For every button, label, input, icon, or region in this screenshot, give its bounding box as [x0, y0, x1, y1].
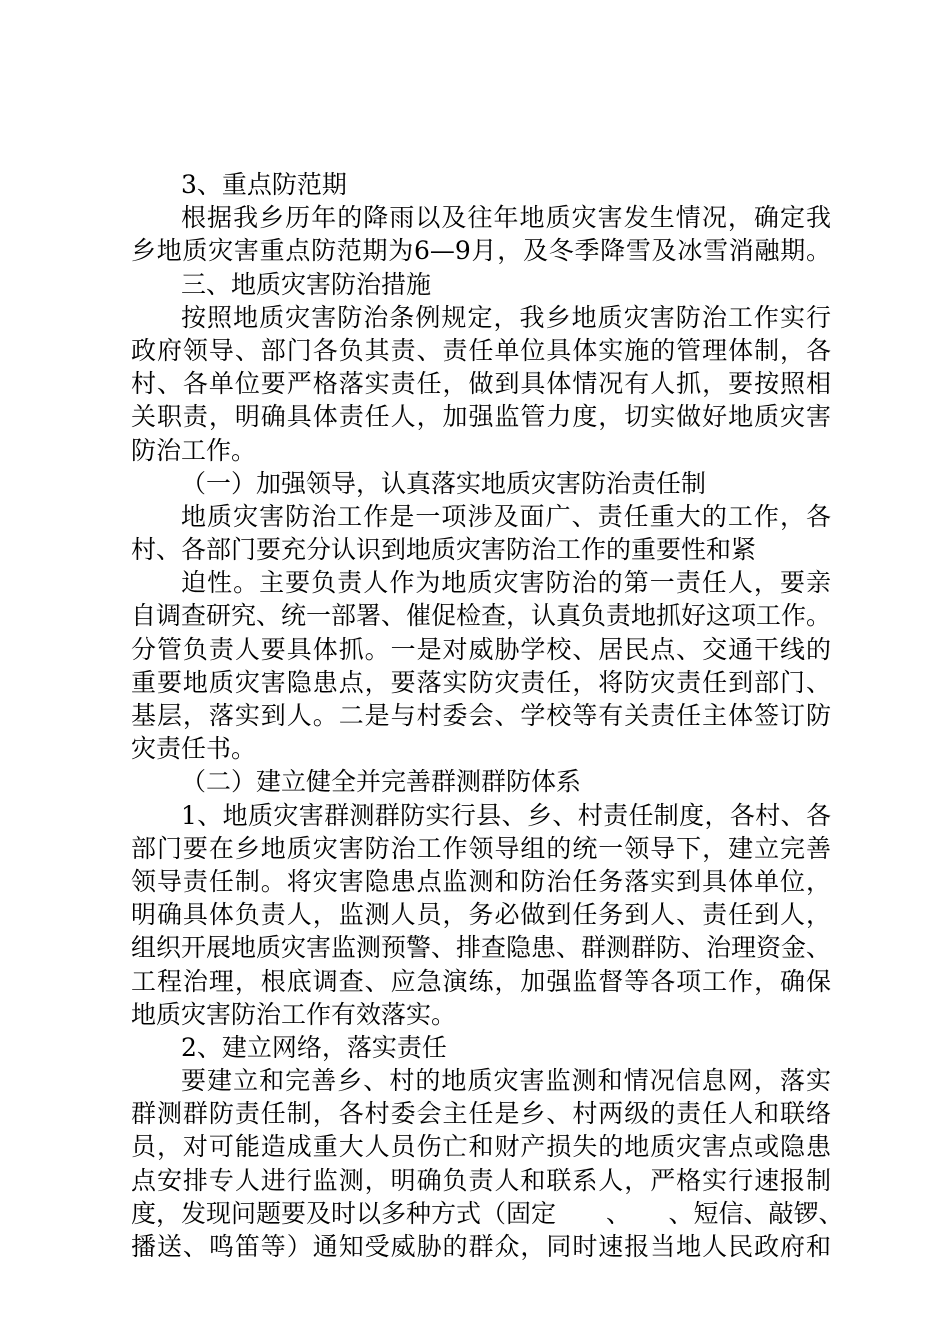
- paragraph-line: 领导责任制。将灾害隐患点监测和防治任务落实到具体单位，: [131, 866, 831, 896]
- paragraph-line: 播送、鸣笛等）通知受威胁的群众，同时速报当地人民政府和: [131, 1232, 831, 1261]
- paragraph-line: 防治工作。: [131, 435, 257, 465]
- heading-build-network: 2、建立网络，落实责任: [181, 1032, 447, 1062]
- paragraph-line: 基层，落实到人。二是与村委会、学校等有关责任主体签订防: [131, 701, 831, 730]
- heading-key-prevention-period: 3、重点防范期: [181, 170, 347, 199]
- paragraph-line: 工程治理，根底调查、应急演练，加强监督等各项工作，确保: [131, 966, 831, 996]
- paragraph-line: 要建立和完善乡、村的地质灾害监测和情况信息网，落实: [181, 1066, 831, 1096]
- paragraph-line: 地质灾害防治工作有效落实。: [131, 999, 457, 1029]
- paragraph-line: 迫性。主要负责人作为地质灾害防治的第一责任人，要亲: [181, 568, 831, 598]
- paragraph-line: 村、各单位要严格落实责任，做到具体情况有人抓，要按照相: [131, 369, 831, 399]
- document-body: [131, 168, 844, 1263]
- paragraph-line: 点安排专人进行监测，明确负责人和联系人，严格实行速报制: [131, 1165, 831, 1195]
- heading-mass-monitoring-system: （二）建立健全并完善群测群防体系: [181, 767, 582, 797]
- paragraph-line: 地质灾害防治工作是一项涉及面广、责任重大的工作，各: [181, 501, 831, 531]
- paragraph-line: 明确具体负责人，监测人员，务必做到任务到人、责任到人，: [131, 900, 831, 930]
- paragraph-line: 分管负责人要具体抓。一是对威胁学校、居民点、交通干线的: [131, 634, 831, 664]
- paragraph-line: 员，对可能造成重大人员伤亡和财产损失的地质灾害点或隐患: [131, 1132, 831, 1162]
- paragraph-line: 群测群防责任制，各村委会主任是乡、村两级的责任人和联络: [131, 1099, 831, 1129]
- heading-prevention-measures: 三、地质灾害防治措施: [181, 269, 432, 299]
- paragraph-line: 组织开展地质灾害监测预警、排查隐患、群测群防、治理资金、: [131, 933, 832, 963]
- paragraph-line: 灾责任书。: [131, 734, 257, 764]
- paragraph-line: 按照地质灾害防治条例规定，我乡地质灾害防治工作实行: [181, 302, 831, 332]
- paragraph-line: 关职责，明确具体责任人，加强监管力度，切实做好地质灾害: [131, 402, 831, 432]
- paragraph-line: 村、各部门要充分认识到地质灾害防治工作的重要性和紧: [131, 535, 757, 565]
- paragraph-line: 部门要在乡地质灾害防治工作领导组的统一领导下，建立完善: [131, 833, 831, 863]
- paragraph-line: 政府领导、部门各负其责、责任单位具体实施的管理体制，各: [131, 335, 831, 365]
- paragraph-line: 度，发现问题要及时以多种方式（固定 、 、短信、敲锣、: [131, 1198, 844, 1228]
- paragraph-line: 根据我乡历年的降雨以及往年地质灾害发生情况，确定我: [181, 203, 831, 233]
- paragraph-line: 重要地质灾害隐患点，要落实防灾责任，将防灾责任到部门、: [131, 667, 831, 697]
- heading-strengthen-leadership: （一）加强领导，认真落实地质灾害防治责任制: [181, 468, 707, 498]
- paragraph-line: 自调查研究、统一部署、催促检查，认真负责地抓好这项工作。: [131, 601, 832, 631]
- paragraph-line: 1、地质灾害群测群防实行县、乡、村责任制度，各村、各: [181, 800, 831, 830]
- paragraph-line: 乡地质灾害重点防范期为6—9月，及冬季降雪及冰雪消融期。: [131, 236, 831, 266]
